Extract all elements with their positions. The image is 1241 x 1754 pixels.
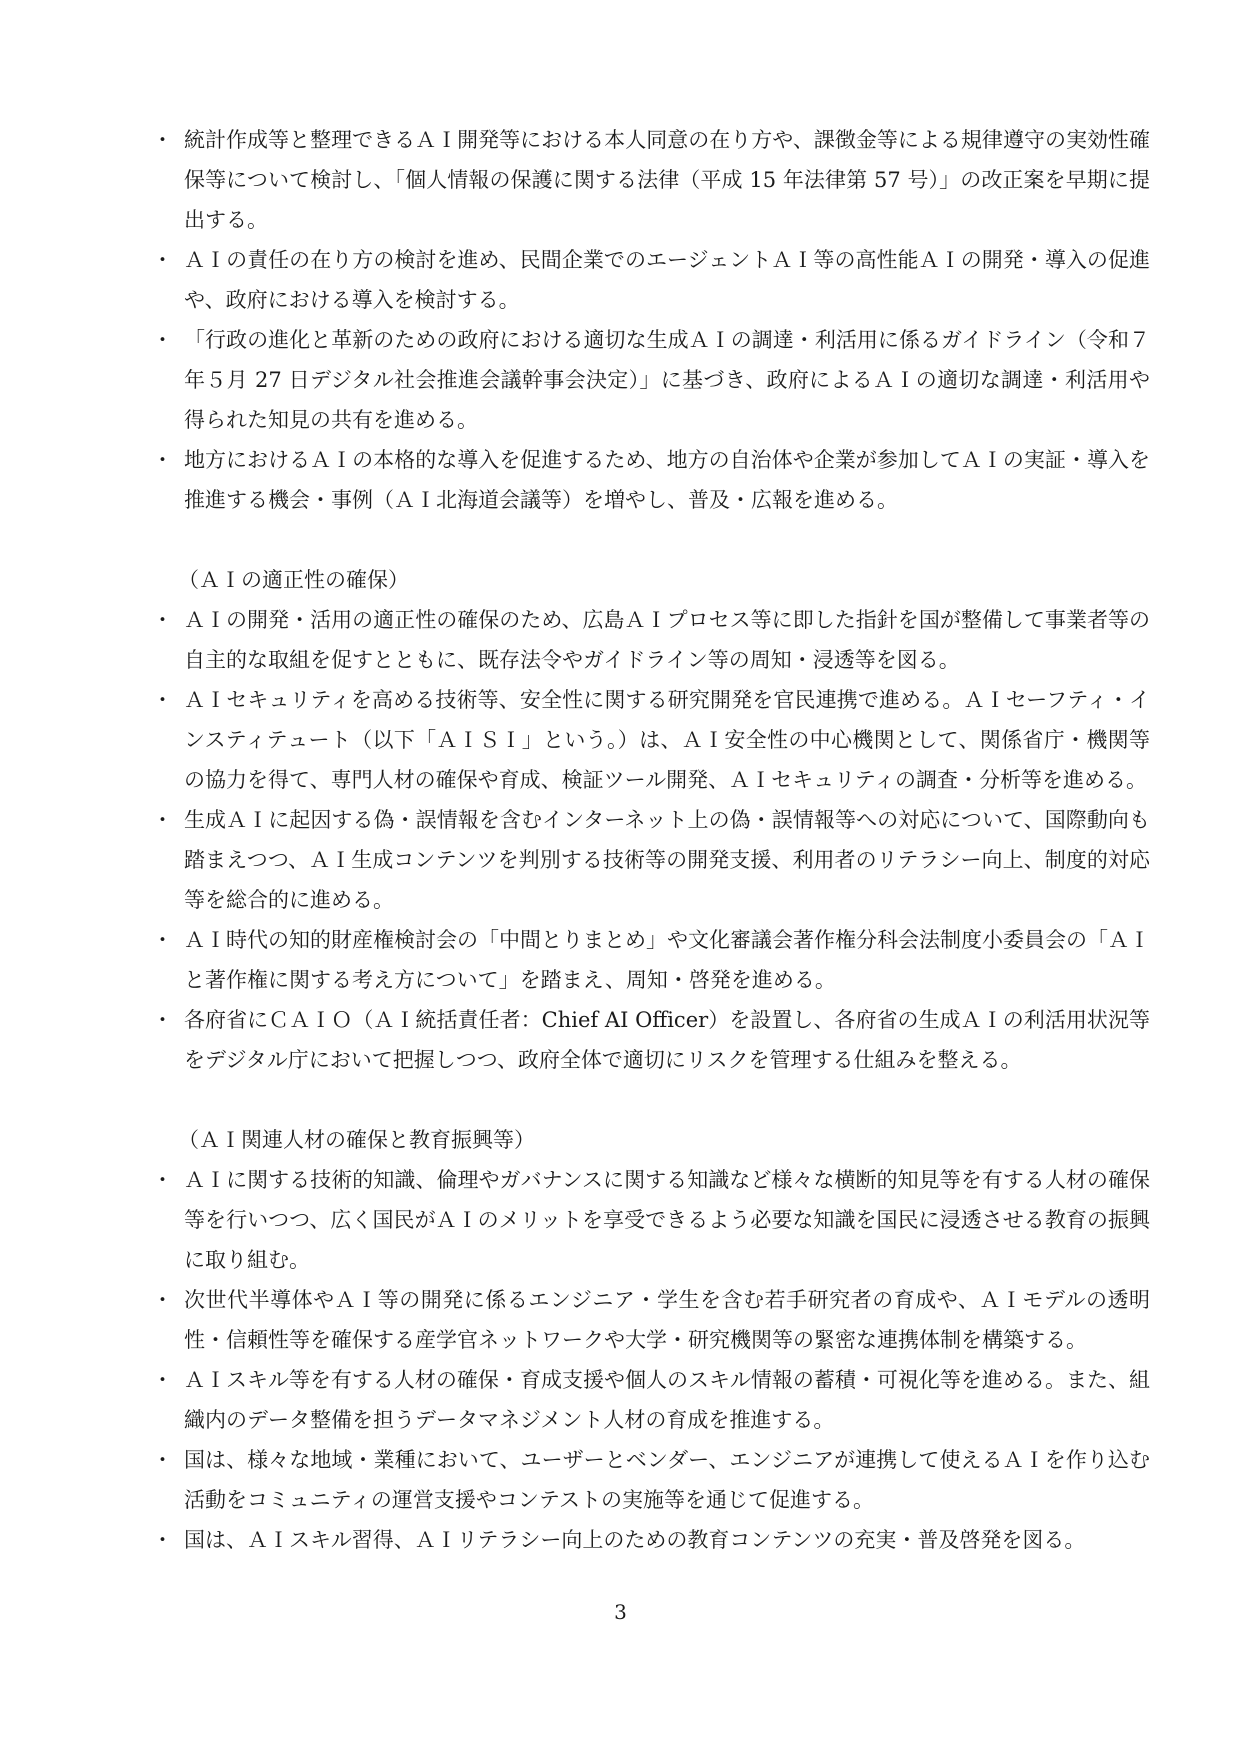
bullet: ・: [152, 928, 173, 952]
list-item: ・ ＡＩセキュリティを高める技術等、安全性に関する研究開発を官民連携で進める。ＡＩセーフティ・インスティテュート（以下「ＡＩＳＩ」という。）は、ＡＩ安全性の中心機関として、関係省庁・機関等の協力を得て、専門人材の確保や育成、検証ツール開発、ＡＩセキュリティの調査・分析等を進める。: [152, 680, 1150, 800]
bullet: ・: [152, 1008, 173, 1032]
bullet: ・: [152, 248, 173, 272]
bullet: ・: [152, 1528, 173, 1552]
section-heading: （ＡＩ関連人材の確保と教育振興等）: [178, 1128, 535, 1152]
list-item: ・ 各府省にＣＡＩＯ（ＡＩ統括責任者：Chief AI Officer）を設置し、各府省の生成ＡＩの利活用状況等をデジタル庁において把握しつつ、政府全体で適切にリスクを管理する仕組みを整える。: [152, 1000, 1150, 1080]
bullet: ・: [152, 808, 173, 832]
list-item: ・ ＡＩに関する技術的知識、倫理やガバナンスに関する知識など様々な横断的知見等を有する人材の確保等を行いつつ、広く国民がＡＩのメリットを享受できるよう必要な知識を国民に浸透させる教育の振興に取り組む。: [152, 1160, 1150, 1280]
bullet: ・: [152, 1368, 173, 1392]
list-item: ・ ＡＩ時代の知的財産権検討会の「中間とりまとめ」や文化審議会著作権分科会法制度小委員会の「ＡＩと著作権に関する考え方について」を踏まえ、周知・啓発を進める。: [152, 920, 1150, 1000]
page-number: 3: [614, 1600, 627, 1624]
bullet: ・: [152, 1288, 173, 1312]
bullet: ・: [152, 1448, 173, 1472]
bullet: ・: [152, 328, 173, 352]
section-ai-talent: [152, 1120, 1150, 1560]
list-item: ・ 生成ＡＩに起因する偽・誤情報を含むインターネット上の偽・誤情報等への対応について、国際動向も踏まえつつ、ＡＩ生成コンテンツを判別する技術等の開発支援、利用者のリテラシー向上、制度的対応等を総合的に進める。: [152, 800, 1150, 920]
list-item: ・ ＡＩスキル等を有する人材の確保・育成支援や個人のスキル情報の蓄積・可視化等を進める。また、組織内のデータ整備を担うデータマネジメント人材の育成を推進する。: [152, 1360, 1150, 1440]
list-item: ・ 「行政の進化と革新のための政府における適切な生成ＡＩの調達・利活用に係るガイドライン（令和７年５月 27 日デジタル社会推進会議幹事会決定）」に基づき、政府によるＡＩの適切な調達・利活用や得られた知見の共有を進める。: [152, 320, 1150, 440]
document-body: [152, 120, 1150, 1560]
list-item: ・ ＡＩの開発・活用の適正性の確保のため、広島ＡＩプロセス等に即した指針を国が整備して事業者等の自主的な取組を促すとともに、既存法令やガイドライン等の周知・浸透等を図る。: [152, 600, 1150, 680]
bullet: ・: [152, 128, 173, 152]
bullet: ・: [152, 688, 173, 712]
list-item: ・ 統計作成等と整理できるＡＩ開発等における本人同意の在り方や、課徴金等による規律遵守の実効性確保等について検討し、「個人情報の保護に関する法律（平成 15 年法律第 57 号）」の改正案を早期に提出する。: [152, 120, 1150, 240]
bullet: ・: [152, 1168, 173, 1192]
list-item: ・ 次世代半導体やＡＩ等の開発に係るエンジニア・学生を含む若手研究者の育成や、ＡＩモデルの透明性・信頼性等を確保する産学官ネットワークや大学・研究機関等の緊密な連携体制を構築する。: [152, 1280, 1150, 1360]
section-heading: （ＡＩの適正性の確保）: [178, 568, 409, 592]
list-item: ・ ＡＩの責任の在り方の検討を進め、民間企業でのエージェントＡＩ等の高性能ＡＩの開発・導入の促進や、政府における導入を検討する。: [152, 240, 1150, 320]
list-item: ・ 国は、ＡＩスキル習得、ＡＩリテラシー向上のための教育コンテンツの充実・普及啓発を図る。: [152, 1520, 1150, 1560]
section-1: [152, 120, 1150, 520]
section-ai-appropriateness: [152, 560, 1150, 1080]
list-item: ・ 国は、様々な地域・業種において、ユーザーとベンダー、エンジニアが連携して使えるＡＩを作り込む活動をコミュニティの運営支援やコンテストの実施等を通じて促進する。: [152, 1440, 1150, 1520]
list-item: ・ 地方におけるＡＩの本格的な導入を促進するため、地方の自治体や企業が参加してＡＩの実証・導入を推進する機会・事例（ＡＩ北海道会議等）を増やし、普及・広報を進める。: [152, 440, 1150, 520]
bullet: ・: [152, 448, 173, 472]
bullet: ・: [152, 608, 173, 632]
